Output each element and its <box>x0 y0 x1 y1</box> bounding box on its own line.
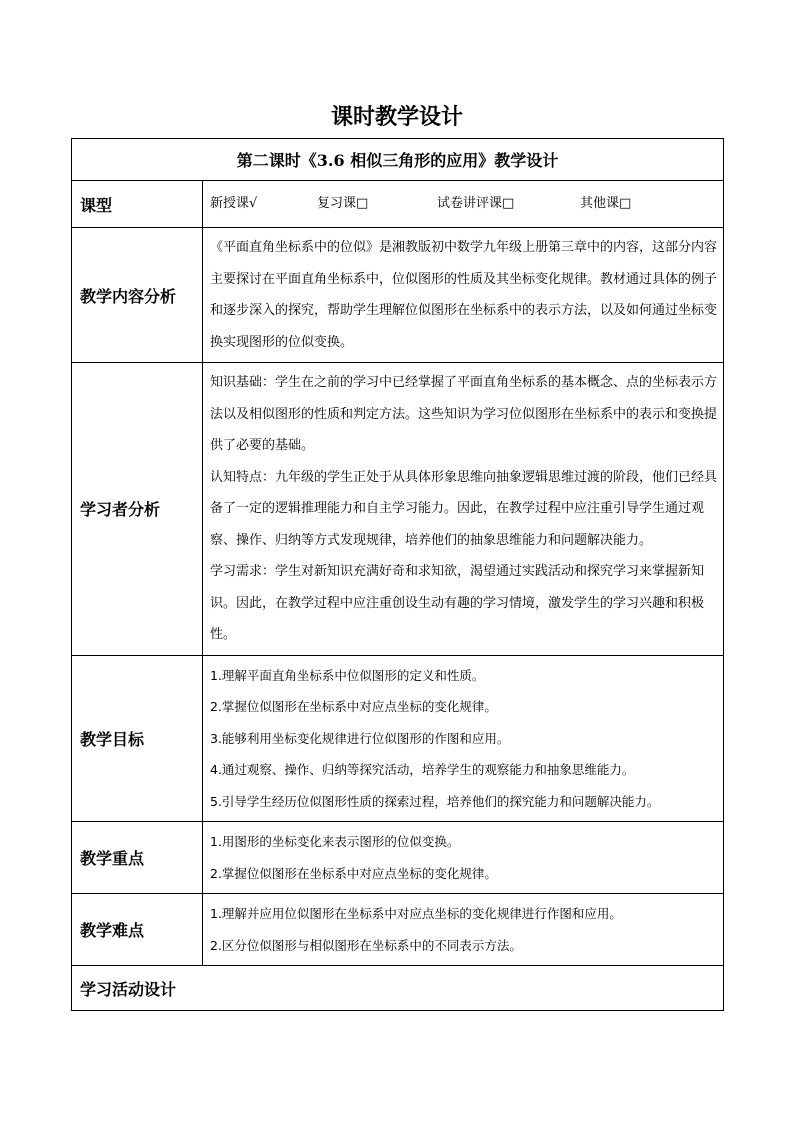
key-points-row <box>72 822 724 894</box>
learner-needs-paragraph: 学习需求：学生对新知识充满好奇和求知欲，渴望通过实践活动和探究学习来掌握新知识。因此，在教学过程中应注重创设生动有趣的学习情境，激发学生的学习兴趣和积极性。 <box>210 564 705 642</box>
objective-item: 3.能够利用坐标变化规律进行位似图形的作图和应用。 <box>210 730 510 746</box>
course-type-option-new: 新授课√ <box>210 196 258 212</box>
course-type-option-review: 复习课□ <box>317 196 369 212</box>
activity-design-label: 学习活动设计 <box>72 966 724 1011</box>
document-title: 课时教学设计 <box>330 104 463 130</box>
objectives-row <box>72 655 724 822</box>
content-analysis-row <box>72 228 724 363</box>
objective-item: 2.掌握位似图形在坐标系中对应点坐标的变化规律。 <box>210 699 497 714</box>
course-type-row <box>72 181 724 228</box>
difficult-point-item: 1.理解并应用位似图形在坐标系中对应点坐标的变化规律进行作图和应用。 <box>210 906 622 921</box>
course-type-options <box>203 181 724 228</box>
course-type-option-exam: 试卷讲评课□ <box>437 196 515 212</box>
content-analysis-text: 《平面直角坐标系中的位似》是湘教版初中数学九年级上册第三章中的内容，这部分内容主要探讨在平面直角坐标系中，位似图形的性质及其坐标变化规律。教材通过具体的例子和逐步深入的探究，帮助学生理解位似图形在坐标系中的表示方法，以及如何通过坐标变换实现图形的位似变换。 <box>210 240 718 350</box>
objectives-label: 教学目标 <box>72 655 203 822</box>
difficult-point-item: 2.区分位似图形与相似图形在坐标系中的不同表示方法。 <box>210 937 522 953</box>
objective-item: 1.理解平面直角坐标系中位似图形的定义和性质。 <box>210 667 485 683</box>
learner-knowledge-paragraph: 知识基础：学生在之前的学习中已经掌握了平面直角坐标系的基本概念、点的坐标表示方法以及相似图形的性质和判定方法。这些知识为学习位似图形在坐标系中的表示和变换提供了必要的基础。 <box>210 375 718 453</box>
difficult-points-label: 教学难点 <box>72 894 203 966</box>
course-type-label: 课型 <box>72 181 203 228</box>
learner-analysis-row <box>72 363 724 656</box>
learner-cognition-paragraph: 认知特点：九年级的学生正处于从具体形象思维向抽象逻辑思维过渡的阶段，他们已经具备了一定的逻辑推理能力和自主学习能力。因此，在教学过程中应注重引导学生通过观察、操作、归纳等方式发现规律，培养他们的抽象思维能力和问题解决能力。 <box>210 469 718 548</box>
key-points-label: 教学重点 <box>72 822 203 894</box>
course-type-option-other: 其他课□ <box>580 196 632 212</box>
lesson-plan-table <box>71 138 724 1011</box>
difficult-points-row <box>72 894 724 966</box>
key-point-item: 1.用图形的坐标变化来表示图形的位似变换。 <box>210 834 460 849</box>
content-analysis-label: 教学内容分析 <box>72 228 203 363</box>
key-point-item: 2.掌握位似图形在坐标系中对应点坐标的变化规律。 <box>210 865 497 881</box>
learner-analysis-label: 学习者分析 <box>72 363 203 656</box>
objective-item: 5.引导学生经历位似图形性质的探索过程，培养他们的探究能力和问题解决能力。 <box>210 793 660 809</box>
objective-item: 4.通过观察、操作、归纳等探究活动，培养学生的观察能力和抽象思维能力。 <box>210 762 635 777</box>
lesson-title: 第二课时《3.6 相似三角形的应用》教学设计 <box>72 139 724 181</box>
activity-design-row <box>72 966 724 1011</box>
